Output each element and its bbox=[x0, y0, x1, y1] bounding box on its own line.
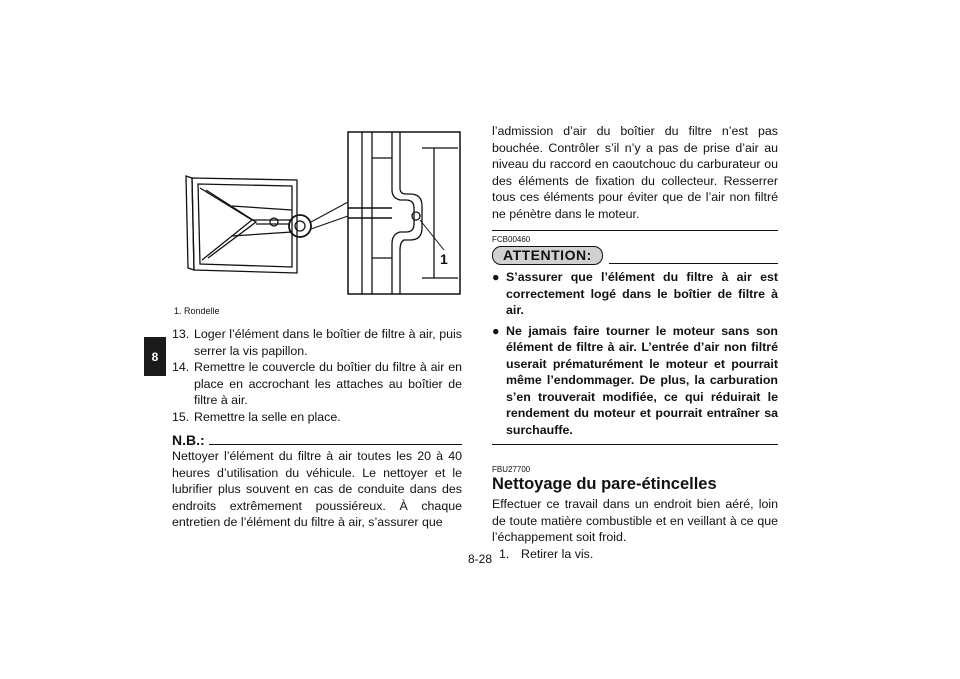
chapter-tab: 8 bbox=[144, 337, 166, 376]
section-paragraph: Effectuer ce travail dans un endroit bien aéré, loin de toute matière combustible et en veillant à ce que l’échappement soit froid. bbox=[492, 497, 778, 544]
right-column bbox=[492, 123, 778, 562]
section-title: Nettoyage du pare-étincelles bbox=[492, 475, 717, 493]
callout-number: 1 bbox=[440, 251, 448, 267]
step-14 bbox=[172, 359, 462, 409]
attention-badge: ATTENTION: bbox=[492, 246, 603, 265]
figure-caption: 1. Rondelle bbox=[174, 306, 220, 316]
step-number: 15. bbox=[172, 409, 190, 424]
bullet-text: Ne jamais faire tourner le moteur sans son élément de filtre à air. L’entrée d’air non filtré userait prématurément le moteur et pourrait même l’endommager. De plus, la carburation s’en trouverait modifiée, ce qui réduirait le rendement du moteur et pourrait entraîner sa surchauffe. bbox=[506, 323, 778, 437]
attention-rule bbox=[609, 263, 778, 264]
note-rule bbox=[209, 444, 462, 445]
step-number: 13. bbox=[172, 327, 190, 341]
bullet-text: S’assurer que l’élément du filtre à air est correctement logé dans le boîtier de filtre à air. bbox=[506, 270, 778, 317]
step-number: 14. bbox=[172, 360, 190, 374]
bullet-icon: ● bbox=[492, 323, 500, 338]
attention-header bbox=[492, 246, 778, 265]
page-number: 8-28 bbox=[468, 552, 493, 566]
step-text: Remettre la selle en place. bbox=[194, 409, 341, 424]
step-text: Loger l’élément dans le boîtier de filtre à air, puis serrer la vis papillon. bbox=[194, 327, 462, 358]
air-filter-illustration bbox=[172, 128, 462, 298]
step-text: Retirer la vis. bbox=[521, 546, 594, 561]
section-step-1 bbox=[492, 546, 778, 563]
attention-code: FCB00460 bbox=[492, 235, 531, 244]
note-label: N.B.: bbox=[172, 432, 205, 448]
section-code: FBU27700 bbox=[492, 465, 531, 474]
step-15 bbox=[172, 409, 462, 426]
attention-bullet bbox=[492, 269, 778, 319]
attention-end-rule bbox=[492, 444, 778, 445]
continued-paragraph: l’admission d’air du boîtier du filtre n’est pas bouchée. Contrôler s’il n’y a pas de prise d’air au niveau du raccord en caoutchouc du carburateur ou des éléments de fixation du collecteur. Resserrer tous ces éléments pour éviter que de l’air non filtré ne pénètre dans le moteur. bbox=[492, 124, 778, 221]
step-number: 1. bbox=[499, 546, 510, 561]
bullet-icon: ● bbox=[492, 270, 500, 284]
step-text: Remettre le couvercle du boîtier du filtre à air en place en accrochant les attaches au boîtier de filtre à air. bbox=[194, 360, 462, 407]
step-13 bbox=[172, 326, 462, 359]
note-header bbox=[172, 432, 462, 448]
note-text: Nettoyer l’élément du filtre à air toutes les 20 à 40 heures d’utilisation du véhicule. Le nettoyer et le lubrifier plus souvent en cas de conduite dans des endroits extrêmement poussiéreux. À chaque entretien de l’élément du filtre à air, s’assurer que bbox=[172, 449, 462, 529]
attention-bullet bbox=[492, 323, 778, 439]
air-filter-drawing bbox=[172, 128, 462, 298]
left-column bbox=[172, 326, 462, 531]
separator bbox=[492, 230, 778, 231]
